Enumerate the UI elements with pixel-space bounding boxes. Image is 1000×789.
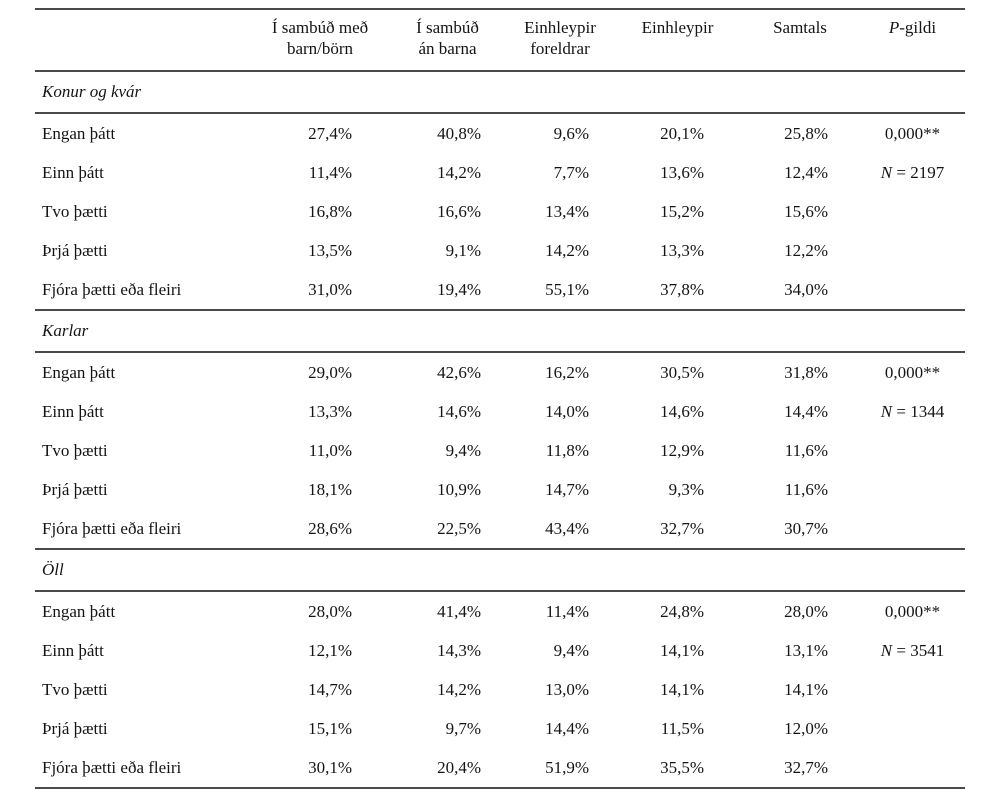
value-cell: 14,2% (545, 240, 589, 260)
table-row (35, 270, 965, 310)
table-row (35, 153, 965, 192)
value-cell: 28,0% (784, 601, 828, 621)
value-cell: 19,4% (390, 270, 505, 310)
section-header-oll (35, 549, 965, 591)
value-cell: 14,4% (545, 718, 589, 738)
row-label: Fjóra þætti eða fleiri (35, 748, 250, 788)
empty-cell (860, 709, 965, 748)
table-row (35, 631, 965, 670)
value-cell: 32,7% (615, 509, 740, 549)
n-value: = 3541 (892, 640, 945, 660)
value-cell: 16,8% (308, 201, 352, 221)
table-row (35, 352, 965, 392)
value-cell: 13,4% (545, 201, 589, 221)
value-cell: 24,8% (660, 601, 704, 621)
value-cell: 22,5% (390, 509, 505, 549)
p-italic: P (888, 18, 900, 37)
value-cell: 42,6% (437, 362, 481, 382)
value-cell: 30,1% (250, 748, 390, 788)
sample-size-cell (860, 392, 965, 431)
value-cell: 11,0% (308, 440, 352, 460)
value-cell: 12,1% (308, 640, 352, 660)
empty-cell (860, 670, 965, 709)
value-cell: 51,9% (505, 748, 615, 788)
value-cell: 40,8% (437, 123, 481, 143)
row-label: Tvo þætti (42, 440, 108, 460)
p-value-cell: 0,000** (884, 362, 941, 382)
value-cell: 14,0% (545, 401, 589, 421)
header-line: Einhleypir (641, 18, 714, 37)
value-cell: 11,6% (784, 440, 828, 460)
value-cell: 13,6% (660, 162, 704, 182)
table-row (35, 591, 965, 631)
value-cell: 29,0% (308, 362, 352, 382)
header-line: Samtals (773, 18, 827, 37)
section-title: Karlar (35, 310, 965, 352)
row-label: Þrjá þætti (42, 240, 108, 260)
value-cell: 18,1% (308, 479, 352, 499)
header-row (35, 9, 965, 71)
value-cell: 9,4% (445, 440, 481, 460)
column-header-single-parents (505, 9, 615, 71)
n-value: = 2197 (892, 162, 945, 182)
value-cell: 9,6% (553, 123, 589, 143)
value-cell: 11,4% (308, 162, 352, 182)
value-cell: 9,1% (445, 240, 481, 260)
value-cell: 14,6% (437, 401, 481, 421)
header-line: Í sambúð með (271, 18, 369, 37)
value-cell: 13,3% (308, 401, 352, 421)
table-row (35, 231, 965, 270)
section-header-konur-og-kvar (35, 71, 965, 113)
value-cell: 7,7% (553, 162, 589, 182)
row-label: Engan þátt (42, 362, 116, 382)
empty-cell (860, 470, 965, 509)
value-cell: 31,0% (250, 270, 390, 310)
empty-cell (860, 270, 965, 310)
value-cell: 14,1% (660, 640, 704, 660)
row-label: Þrjá þætti (42, 718, 108, 738)
value-cell: 14,1% (784, 679, 828, 699)
value-cell: 20,1% (660, 123, 704, 143)
p-value-cell: 0,000** (884, 601, 941, 621)
n-label: N (880, 401, 893, 421)
value-cell: 43,4% (505, 509, 615, 549)
row-label: Tvo þætti (42, 201, 108, 221)
n-label: N (880, 640, 893, 660)
empty-cell (860, 509, 965, 549)
value-cell: 15,2% (660, 201, 704, 221)
header-empty (35, 9, 250, 71)
value-cell: 13,0% (545, 679, 589, 699)
n-value: = 1344 (892, 401, 945, 421)
row-label: Engan þátt (42, 123, 116, 143)
value-cell: 31,8% (784, 362, 828, 382)
value-cell: 12,9% (660, 440, 704, 460)
row-label: Einn þátt (42, 401, 104, 421)
value-cell: 27,4% (308, 123, 352, 143)
value-cell: 11,8% (545, 440, 589, 460)
value-cell: 9,4% (553, 640, 589, 660)
row-label: Einn þátt (42, 162, 104, 182)
value-cell: 9,3% (668, 479, 704, 499)
value-cell: 28,0% (308, 601, 352, 621)
value-cell: 13,5% (308, 240, 352, 260)
value-cell: 14,7% (545, 479, 589, 499)
value-cell: 11,6% (784, 479, 828, 499)
value-cell: 14,4% (784, 401, 828, 421)
value-cell: 12,2% (784, 240, 828, 260)
value-cell: 35,5% (615, 748, 740, 788)
row-label: Engan þátt (42, 601, 116, 621)
n-label: N (880, 162, 893, 182)
table-row (35, 470, 965, 509)
column-header-total (740, 9, 860, 71)
row-label: Þrjá þætti (42, 479, 108, 499)
value-cell: 11,5% (660, 718, 704, 738)
value-cell: 14,2% (437, 679, 481, 699)
table-row (35, 670, 965, 709)
value-cell: 55,1% (505, 270, 615, 310)
row-label: Einn þátt (42, 640, 104, 660)
table-row (35, 509, 965, 549)
table-row (35, 192, 965, 231)
value-cell: 9,7% (445, 718, 481, 738)
value-cell: 14,6% (660, 401, 704, 421)
p-value-cell: 0,000** (884, 123, 941, 143)
table-row (35, 431, 965, 470)
value-cell: 25,8% (784, 123, 828, 143)
header-line: Í sambúð (416, 18, 479, 37)
header-line: án barna (418, 39, 477, 59)
value-cell: 15,6% (784, 201, 828, 221)
row-label: Fjóra þætti eða fleiri (35, 270, 250, 310)
column-header-p-value (860, 9, 965, 71)
row-label: Tvo þætti (42, 679, 108, 699)
value-cell: 32,7% (740, 748, 860, 788)
sample-size-cell (860, 153, 965, 192)
value-cell: 13,3% (660, 240, 704, 260)
value-cell: 37,8% (615, 270, 740, 310)
value-cell: 14,1% (660, 679, 704, 699)
empty-cell (860, 748, 965, 788)
table-row (35, 113, 965, 153)
column-header-cohabiting-no-children (390, 9, 505, 71)
section-title: Konur og kvár (35, 71, 965, 113)
table-row (35, 709, 965, 748)
header-line: Einhleypir (524, 18, 596, 37)
column-header-cohabiting-with-children (250, 9, 390, 71)
value-cell: 16,6% (437, 201, 481, 221)
table-row (35, 748, 965, 788)
header-line: barn/börn (286, 39, 354, 59)
table-row (35, 392, 965, 431)
row-label: Fjóra þætti eða fleiri (35, 509, 250, 549)
value-cell: 14,7% (308, 679, 352, 699)
value-cell: 41,4% (437, 601, 481, 621)
section-title: Öll (35, 549, 965, 591)
value-cell: 30,5% (660, 362, 704, 382)
value-cell: 15,1% (308, 718, 352, 738)
p-rest: -gildi (899, 18, 937, 37)
value-cell: 10,9% (437, 479, 481, 499)
value-cell: 12,0% (784, 718, 828, 738)
sample-size-cell (860, 631, 965, 670)
value-cell: 12,4% (784, 162, 828, 182)
value-cell: 13,1% (784, 640, 828, 660)
section-header-karlar (35, 310, 965, 352)
value-cell: 14,2% (437, 162, 481, 182)
value-cell: 11,4% (545, 601, 589, 621)
value-cell: 16,2% (545, 362, 589, 382)
value-cell: 14,3% (437, 640, 481, 660)
statistics-table (35, 8, 965, 789)
value-cell: 28,6% (250, 509, 390, 549)
empty-cell (860, 192, 965, 231)
value-cell: 30,7% (740, 509, 860, 549)
empty-cell (860, 431, 965, 470)
value-cell: 20,4% (390, 748, 505, 788)
value-cell: 34,0% (740, 270, 860, 310)
column-header-single (615, 9, 740, 71)
empty-cell (860, 231, 965, 270)
header-line: foreldrar (530, 39, 590, 59)
